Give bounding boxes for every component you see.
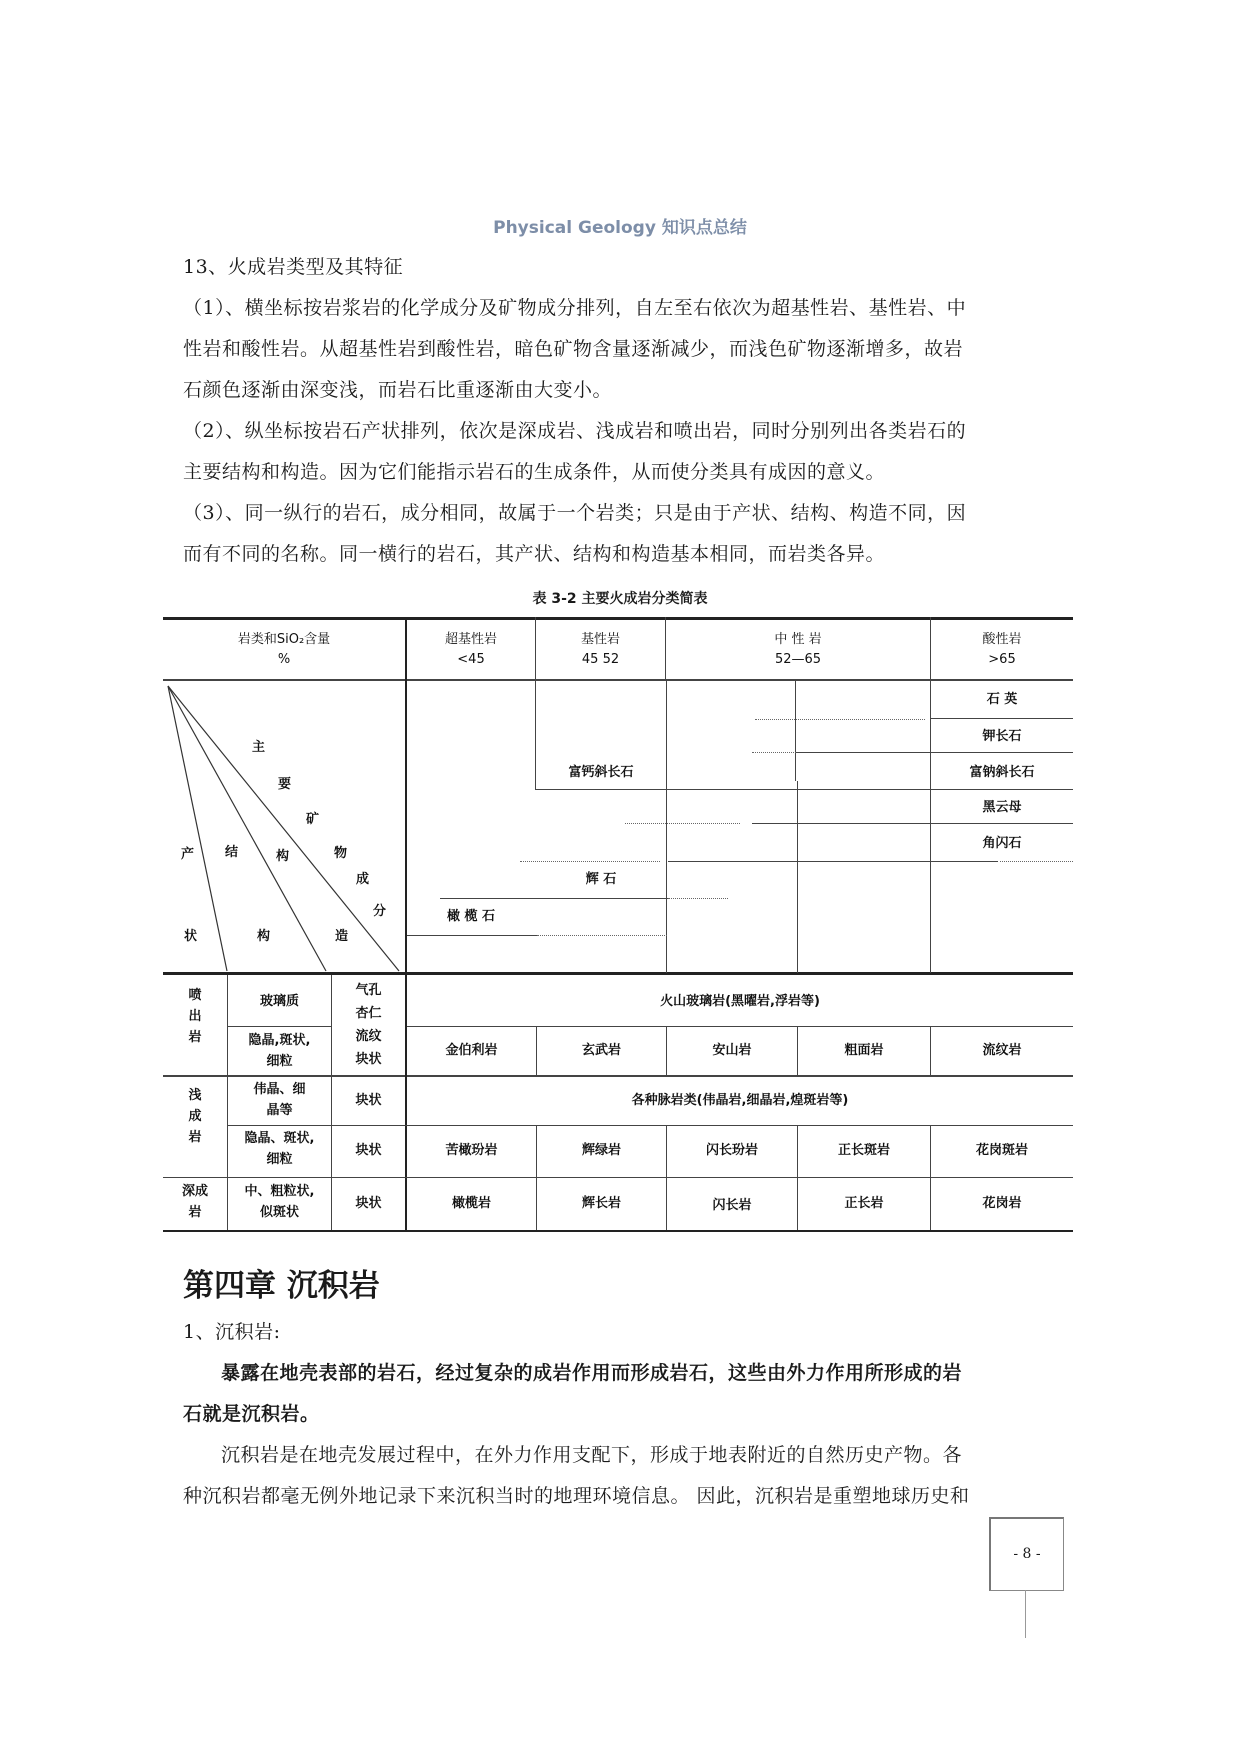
occurrence-plutonic bbox=[163, 1181, 227, 1223]
body-line: 种沉积岩都毫无例外地记录下来沉积当时的地理环境信息。 因此，沉积岩是重塑地球历史和 bbox=[183, 1485, 970, 1507]
rock-rhyolite: 流纹岩 bbox=[982, 1043, 1022, 1058]
rock-syenite-porphyry: 正长斑岩 bbox=[837, 1143, 890, 1158]
fan-label: 矿 bbox=[306, 812, 320, 827]
fan-label-occurrence: 产 bbox=[181, 847, 195, 862]
texture-line: 隐晶,斑状, bbox=[248, 1033, 311, 1048]
column-header-acidic: 酸性岩 bbox=[982, 632, 1022, 647]
definition-line: 暴露在地壳表部的岩石，经过复杂的成岩作用而形成岩石，这些由外力作用所形成的岩 bbox=[221, 1362, 963, 1384]
chapter-4-body bbox=[183, 1312, 1063, 1517]
structure-extrusive bbox=[332, 979, 405, 1071]
dotted-line bbox=[537, 935, 667, 936]
occurrence-char: 喷 bbox=[188, 988, 202, 1003]
texture-line: 似斑状 bbox=[259, 1205, 299, 1220]
structure-line: 杏仁 bbox=[355, 1006, 382, 1021]
fan-label-structure: 构 bbox=[276, 849, 290, 864]
mineral-line bbox=[752, 823, 1073, 824]
mineral-line bbox=[931, 789, 1073, 790]
page-number-tail-line bbox=[1025, 1590, 1026, 1638]
document-header-title: Physical Geology 知识点总结 bbox=[493, 218, 747, 238]
structure-massive: 块状 bbox=[355, 1196, 382, 1211]
fan-label: 物 bbox=[334, 846, 348, 861]
structure-massive: 块状 bbox=[355, 1093, 382, 1108]
table-top-rule bbox=[163, 617, 1073, 620]
rock-peridotite: 橄榄岩 bbox=[451, 1196, 491, 1211]
col-divider bbox=[665, 617, 666, 681]
mineral-line bbox=[931, 718, 1073, 719]
grid-line bbox=[227, 1026, 332, 1027]
paragraph-3-line: 而有不同的名称。同一横行的岩石，其产状、结构和构造基本相同，而岩类各异。 bbox=[183, 543, 886, 565]
texture-pegmatitic bbox=[228, 1079, 331, 1121]
paragraph-1-line: （1）、横坐标按岩浆岩的化学成分及矿物成分排列，自左至右依次为超基性岩、基性岩、中 bbox=[183, 297, 967, 319]
dike-rocks-row: 各种脉岩类(伟晶岩,细晶岩,煌斑岩等) bbox=[631, 1093, 849, 1108]
body-line: 沉积岩是在地壳发展过程中，在外力作用支配下，形成于地表附近的自然历史产物。各 bbox=[221, 1444, 963, 1466]
header-corner-line2: % bbox=[277, 652, 291, 667]
fan-label-occurrence: 状 bbox=[184, 929, 198, 944]
mineral-line bbox=[797, 781, 798, 973]
fan-label-texture: 构 bbox=[257, 929, 271, 944]
texture-line: 细粒 bbox=[266, 1054, 293, 1069]
mineral-line bbox=[407, 935, 537, 936]
mineral-line bbox=[930, 681, 931, 973]
grid-line bbox=[407, 1125, 1073, 1126]
structure-line: 流纹 bbox=[355, 1029, 382, 1044]
rock-diorite-porphyrite: 闪长玢岩 bbox=[705, 1143, 758, 1158]
dotted-line bbox=[520, 861, 660, 862]
structure-line: 块状 bbox=[355, 1052, 382, 1067]
mineral-line bbox=[796, 752, 1073, 753]
column-range-basic: 45 52 bbox=[581, 652, 620, 667]
mineral-sodic-plagioclase: 富钠斜长石 bbox=[969, 765, 1035, 780]
paragraph-2-line: （2）、纵坐标按岩石产状排列，依次是深成岩、浅成岩和喷出岩，同时分别列出各类岩石的 bbox=[183, 420, 967, 442]
definition-line: 石就是沉积岩。 bbox=[183, 1403, 320, 1425]
paragraph-3-line: （3）、同一纵行的岩石，成分相同，故属于一个岩类；只是由于产状、结构、构造不同，因 bbox=[183, 502, 967, 524]
occurrence-char: 深成 bbox=[181, 1184, 208, 1199]
paragraph-1-line: 性岩和酸性岩。从超基性岩到酸性岩，暗色矿物含量逐渐减少，而浅色矿物逐渐增多，故岩 bbox=[183, 338, 964, 360]
texture-cryptocrystalline-2 bbox=[228, 1128, 331, 1170]
occurrence-char: 出 bbox=[188, 1009, 202, 1024]
fan-label: 成 bbox=[356, 872, 370, 887]
rock-kimberlite: 金伯利岩 bbox=[445, 1043, 498, 1058]
occurrence-extrusive bbox=[163, 985, 227, 1048]
occurrence-char: 岩 bbox=[188, 1205, 202, 1220]
texture-line: 伟晶、细 bbox=[253, 1082, 306, 1097]
texture-line: 中、粗粒状, bbox=[244, 1184, 315, 1199]
mineral-biotite: 黑云母 bbox=[982, 800, 1022, 815]
dotted-line bbox=[752, 752, 796, 753]
column-range-ultrabasic: <45 bbox=[457, 652, 485, 667]
texture-line: 隐晶、斑状, bbox=[244, 1131, 315, 1146]
occurrence-char: 岩 bbox=[188, 1130, 202, 1145]
texture-coarse bbox=[228, 1181, 331, 1223]
row-divider bbox=[163, 1075, 1073, 1077]
mineral-line bbox=[795, 681, 796, 781]
mineral-line bbox=[666, 681, 667, 973]
occurrence-hypabyssal bbox=[163, 1085, 227, 1148]
chapter-title: 第四章 沉积岩 bbox=[183, 1268, 380, 1304]
fan-diagram bbox=[163, 681, 405, 973]
column-header-basic: 基性岩 bbox=[580, 632, 620, 647]
structure-massive: 块状 bbox=[355, 1143, 382, 1158]
texture-line: 晶等 bbox=[266, 1103, 293, 1118]
rock-andesite: 安山岩 bbox=[712, 1043, 752, 1058]
fan-label: 要 bbox=[278, 777, 292, 792]
paragraph-2-line: 主要结构和构造。因为它们能指示岩石的生成条件，从而使分类具有成因的意义。 bbox=[183, 461, 886, 483]
mineral-pyroxene: 辉 石 bbox=[585, 872, 617, 887]
column-range-intermediate: 52—65 bbox=[774, 652, 822, 667]
texture-glassy: 玻璃质 bbox=[259, 994, 299, 1009]
fan-label-texture: 结 bbox=[225, 845, 239, 860]
volcanic-glass-row: 火山玻璃岩(黑曜岩,浮岩等) bbox=[660, 994, 820, 1009]
paragraph-1-line: 石颜色逐渐由深变浅，而岩石比重逐渐由大变小。 bbox=[183, 379, 613, 401]
fan-label: 分 bbox=[373, 904, 387, 919]
rock-granite: 花岗岩 bbox=[982, 1196, 1022, 1211]
rock-gabbro: 辉长岩 bbox=[581, 1196, 621, 1211]
mineral-line bbox=[668, 861, 998, 862]
col-divider bbox=[535, 617, 536, 681]
occurrence-char: 浅 bbox=[188, 1088, 202, 1103]
fan-label-structure: 造 bbox=[335, 929, 349, 944]
occurrence-char: 岩 bbox=[188, 1030, 202, 1045]
rock-diabase: 辉绿岩 bbox=[581, 1143, 621, 1158]
page-number: - 8 - bbox=[989, 1517, 1064, 1591]
mineral-olivine: 橄 榄 石 bbox=[446, 909, 496, 924]
dotted-line bbox=[1000, 861, 1073, 862]
section-heading: 13、火成岩类型及其特征 bbox=[183, 256, 404, 278]
grid-line bbox=[163, 1177, 1073, 1178]
mineral-line bbox=[535, 789, 930, 790]
dotted-line bbox=[755, 719, 925, 720]
column-range-acidic: >65 bbox=[988, 652, 1016, 667]
dotted-line bbox=[668, 898, 728, 899]
table-caption: 表 3-2 主要火成岩分类简表 bbox=[532, 591, 708, 607]
rock-syenite: 正长岩 bbox=[844, 1196, 884, 1211]
column-header-ultrabasic: 超基性岩 bbox=[444, 632, 497, 647]
grid-line bbox=[407, 1026, 1073, 1027]
item-heading: 1、沉积岩: bbox=[183, 1321, 281, 1343]
occurrence-char: 成 bbox=[188, 1109, 202, 1124]
rock-diorite: 闪长岩 bbox=[712, 1198, 752, 1213]
table-bottom-rule bbox=[163, 1230, 1073, 1232]
mineral-quartz: 石 英 bbox=[986, 692, 1018, 707]
column-header-intermediate: 中 性 岩 bbox=[774, 632, 822, 647]
fan-label: 主 bbox=[252, 740, 266, 755]
header-corner-line1: 岩类和SiO₂含量 bbox=[237, 632, 331, 647]
rock-picrite-porphyrite: 苦橄玢岩 bbox=[445, 1143, 498, 1158]
dotted-line bbox=[625, 823, 740, 824]
rock-basalt: 玄武岩 bbox=[581, 1043, 621, 1058]
rock-granite-porphyry: 花岗斑岩 bbox=[975, 1143, 1028, 1158]
col-divider bbox=[930, 617, 931, 681]
mineral-hornblende: 角闪石 bbox=[982, 836, 1022, 851]
structure-line: 气孔 bbox=[355, 983, 382, 998]
texture-line: 细粒 bbox=[266, 1152, 293, 1167]
mineral-k-feldspar: 钾长石 bbox=[982, 729, 1022, 744]
rock-trachyte: 粗面岩 bbox=[844, 1043, 884, 1058]
mineral-calcic-plagioclase: 富钙斜长石 bbox=[568, 765, 634, 780]
mineral-line bbox=[440, 898, 668, 899]
texture-cryptocrystalline bbox=[228, 1030, 331, 1072]
